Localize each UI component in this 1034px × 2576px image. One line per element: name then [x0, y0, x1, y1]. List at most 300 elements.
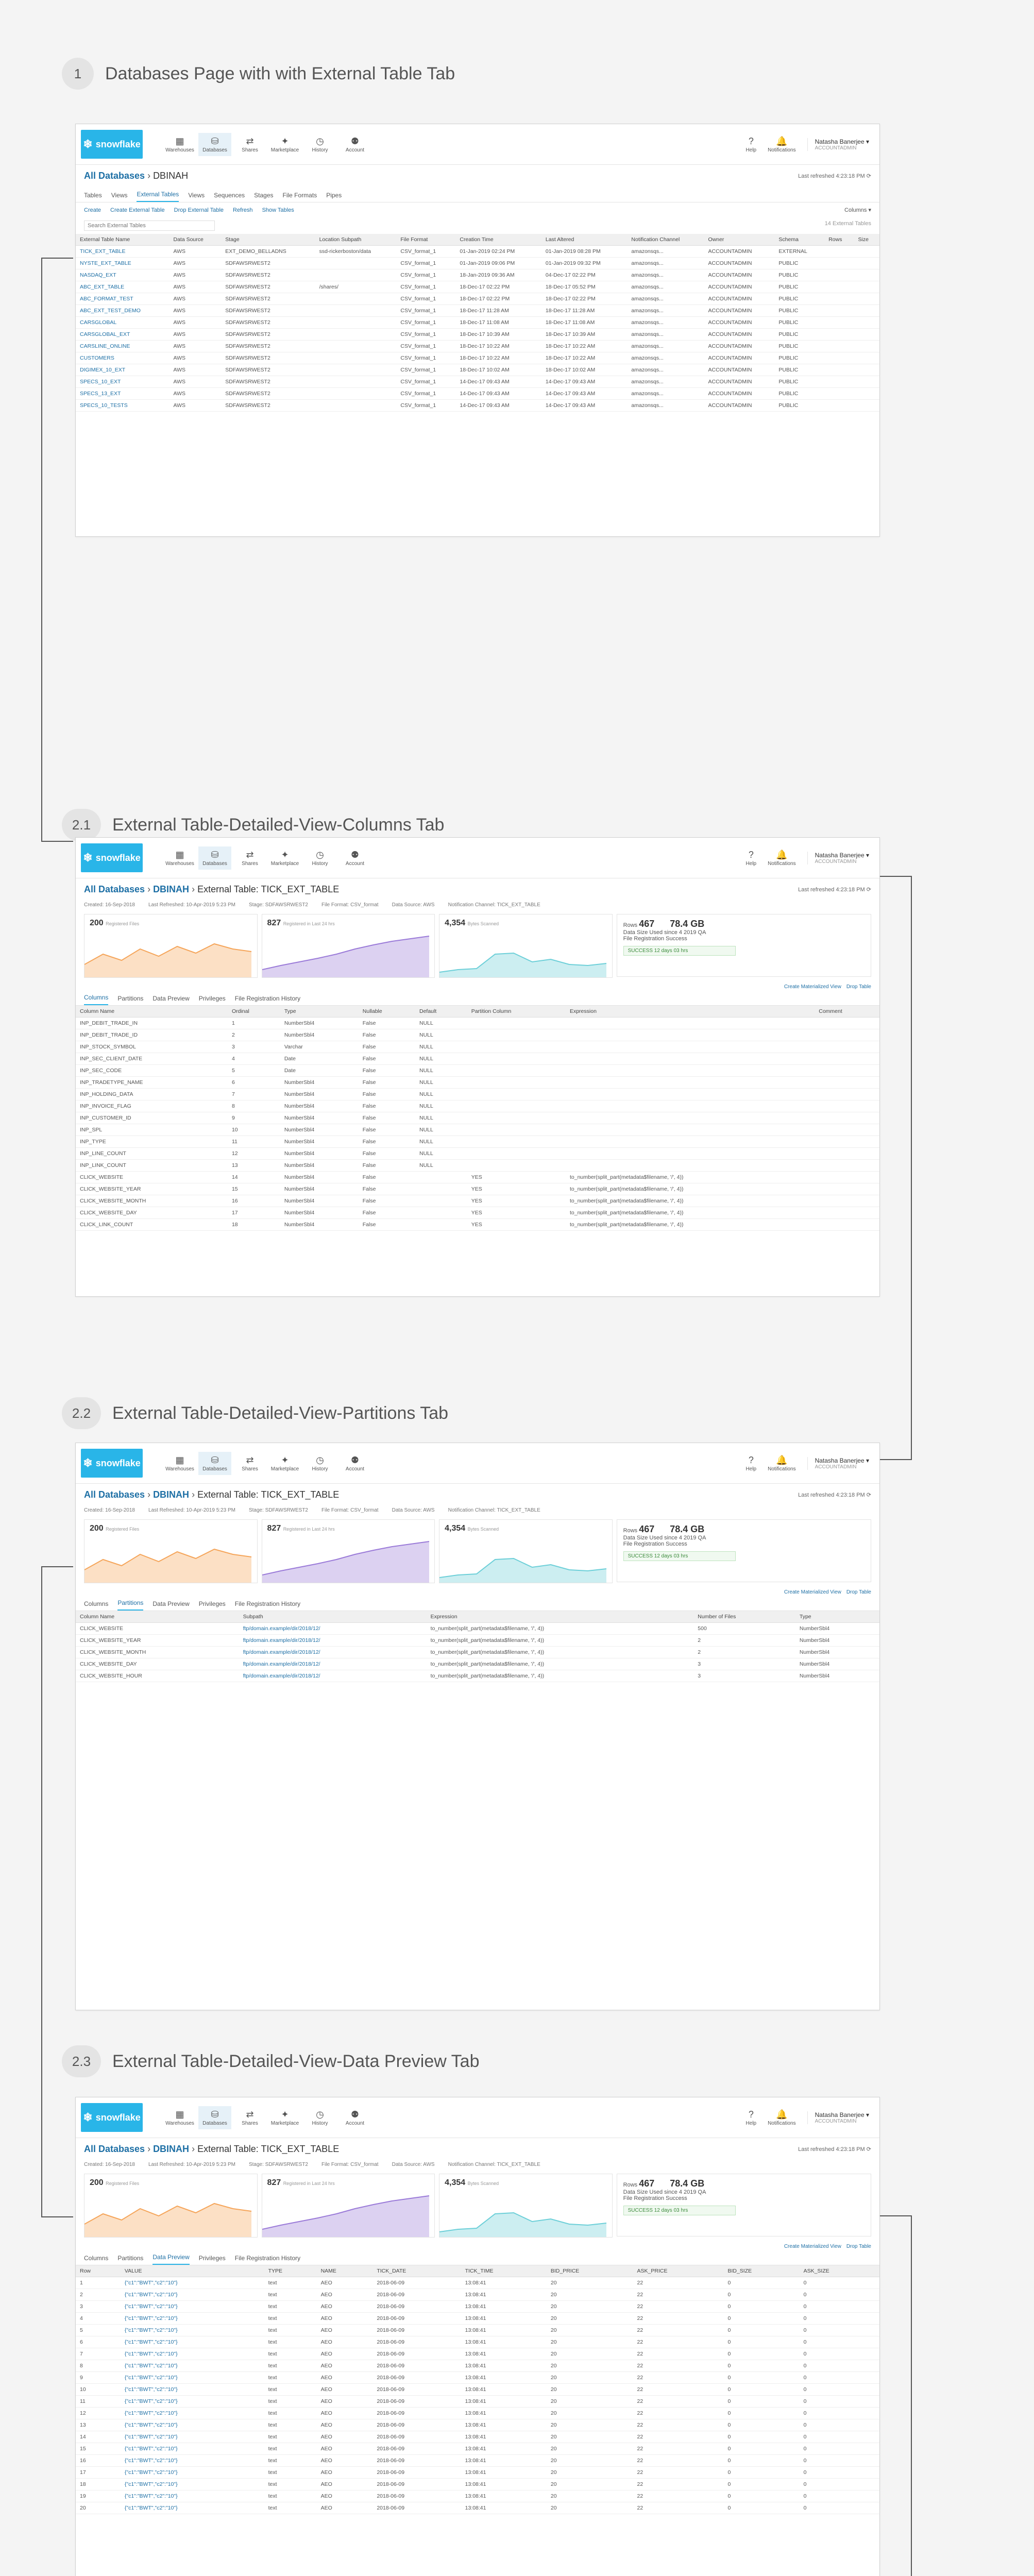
help-button[interactable]	[746, 2109, 757, 2126]
column-header[interactable]: Column Name	[76, 1006, 228, 1018]
tab-columns[interactable]: Columns	[84, 2255, 109, 2262]
table-cell: 18-Dec-17 05:52 PM	[541, 281, 628, 293]
table-row[interactable]	[76, 2289, 879, 2301]
table-cell[interactable]: {"c1":"BWT","c2":"10"}	[121, 2396, 264, 2408]
table-row[interactable]	[76, 2431, 879, 2443]
section-number: 2.3	[62, 2045, 101, 2077]
table-row[interactable]	[76, 1207, 879, 1219]
table-row[interactable]	[76, 341, 879, 352]
column-header[interactable]: Stage	[221, 234, 315, 246]
nav-label: Account	[345, 2120, 365, 2126]
column-header[interactable]: Ordinal	[228, 1006, 280, 1018]
table-cell[interactable]: ABC_EXT_TEST_DEMO	[76, 305, 169, 317]
table-cell[interactable]: {"c1":"BWT","c2":"10"}	[121, 2502, 264, 2514]
table-cell: AEO	[317, 2419, 373, 2431]
table-row[interactable]	[76, 352, 879, 364]
sparkline-chart	[84, 934, 255, 977]
nav-marketplace[interactable]	[268, 1452, 301, 1475]
table-cell: 20	[547, 2384, 633, 2396]
toolbar-action[interactable]: Create External Table	[110, 207, 165, 213]
action-drop-table[interactable]: Drop Table	[846, 984, 871, 990]
table-cell[interactable]: {"c1":"BWT","c2":"10"}	[121, 2360, 264, 2372]
nav-warehouses[interactable]	[163, 1452, 196, 1475]
table-row[interactable]	[76, 1100, 879, 1112]
table-cell[interactable]: {"c1":"BWT","c2":"10"}	[121, 2372, 264, 2384]
table-cell: False	[359, 1172, 415, 1183]
tab-item[interactable]: Sequences	[214, 192, 245, 199]
table-row[interactable]	[76, 293, 879, 305]
table-row[interactable]	[76, 2396, 879, 2408]
db-tabs	[76, 187, 879, 202]
column-header[interactable]: ASK_SIZE	[800, 2265, 879, 2277]
table-row[interactable]	[76, 2372, 879, 2384]
column-header[interactable]: TICK_DATE	[372, 2265, 461, 2277]
table-row[interactable]	[76, 1160, 879, 1172]
column-header[interactable]: Type	[795, 1611, 879, 1623]
table-cell[interactable]: ABC_EXT_TABLE	[76, 281, 169, 293]
nav-shares[interactable]	[233, 133, 266, 156]
table-cell: NULL	[415, 1041, 467, 1053]
user-menu[interactable]	[807, 1457, 869, 1470]
tab-partitions[interactable]: Partitions	[117, 1599, 143, 1611]
table-cell[interactable]: ftp/domain.example/dir/2018/12/	[239, 1658, 427, 1670]
nav-marketplace[interactable]	[268, 133, 301, 156]
table-cell[interactable]: SPECS_10_EXT	[76, 376, 169, 388]
tab-item[interactable]: File Formats	[282, 192, 317, 199]
table-row[interactable]	[76, 2277, 879, 2289]
table-cell[interactable]: DIGIMEX_10_EXT	[76, 364, 169, 376]
table-row[interactable]	[76, 1148, 879, 1160]
column-header[interactable]: Type	[280, 1006, 359, 1018]
nav-history[interactable]	[303, 2106, 336, 2129]
nav-databases[interactable]	[198, 2106, 231, 2129]
columns-toggle[interactable]: Columns ▾	[844, 207, 871, 213]
table-cell: amazonsqs...	[627, 364, 704, 376]
table-cell: CSV_format_1	[396, 388, 455, 400]
refresh-icon[interactable]: ⟳	[866, 886, 871, 893]
table-row[interactable]	[76, 1077, 879, 1089]
column-header[interactable]: Expression	[566, 1006, 815, 1018]
nav-shares[interactable]	[233, 846, 266, 870]
table-cell[interactable]: {"c1":"BWT","c2":"10"}	[121, 2479, 264, 2490]
table-cell[interactable]: ftp/domain.example/dir/2018/12/	[239, 1623, 427, 1635]
screen-frame	[75, 1443, 880, 2010]
table-row[interactable]	[76, 2467, 879, 2479]
table-row[interactable]	[76, 1658, 879, 1670]
column-header[interactable]: Comment	[815, 1006, 879, 1018]
column-header[interactable]: Size	[854, 234, 880, 246]
tab-item[interactable]: Stages	[254, 192, 274, 199]
table-row[interactable]	[76, 2479, 879, 2490]
tab-file-registration-history[interactable]: File Registration History	[234, 2255, 301, 2262]
tab-data-preview[interactable]: Data Preview	[152, 1600, 190, 1607]
refresh-icon[interactable]: ⟳	[866, 2146, 871, 2153]
help-icon: ?	[748, 849, 754, 860]
table-row[interactable]	[76, 2443, 879, 2455]
table-row[interactable]	[76, 1172, 879, 1183]
column-header[interactable]: Nullable	[359, 1006, 415, 1018]
meta-item: Data Source: AWS	[392, 902, 435, 908]
table-row[interactable]	[76, 2419, 879, 2431]
column-header[interactable]: Column Name	[76, 1611, 239, 1623]
toolbar-action[interactable]: Refresh	[233, 207, 253, 213]
table-cell[interactable]: TICK_EXT_TABLE	[76, 246, 169, 258]
nav-warehouses[interactable]	[163, 846, 196, 870]
table-cell: 5	[228, 1065, 280, 1077]
table-cell[interactable]: {"c1":"BWT","c2":"10"}	[121, 2289, 264, 2301]
table-cell: NumberSbl4	[280, 1195, 359, 1207]
marketplace-icon: ✦	[281, 849, 289, 860]
table-cell[interactable]: {"c1":"BWT","c2":"10"}	[121, 2443, 264, 2455]
nav-history[interactable]	[303, 1452, 336, 1475]
nav-shares[interactable]	[233, 1452, 266, 1475]
tab-partitions[interactable]: Partitions	[117, 2255, 144, 2262]
table-row[interactable]	[76, 1647, 879, 1658]
table-cell[interactable]: NASDAQ_EXT	[76, 269, 169, 281]
table-cell: text	[264, 2467, 317, 2479]
table-row[interactable]	[76, 258, 879, 269]
table-cell: 6	[76, 2336, 121, 2348]
snowflake-logo[interactable]	[81, 130, 143, 159]
tab-item[interactable]: Views	[111, 192, 128, 199]
breadcrumb-item: External Table: TICK_EXT_TABLE	[197, 1489, 340, 1500]
table-row[interactable]	[76, 269, 879, 281]
table-row[interactable]	[76, 1183, 879, 1195]
column-header[interactable]: Data Source	[169, 234, 221, 246]
nav-databases[interactable]	[198, 1452, 231, 1475]
column-header[interactable]: BID_SIZE	[723, 2265, 799, 2277]
table-row[interactable]	[76, 2490, 879, 2502]
tab-item[interactable]: Pipes	[326, 192, 342, 199]
snowflake-logo[interactable]	[81, 2103, 143, 2132]
table-row[interactable]	[76, 1219, 879, 1231]
table-cell[interactable]: CARSGLOBAL	[76, 317, 169, 329]
table-cell[interactable]: SPECS_13_EXT	[76, 388, 169, 400]
table-row[interactable]	[76, 1018, 879, 1029]
table-cell: 14-Dec-17 09:43 AM	[541, 388, 628, 400]
summary-row	[623, 929, 865, 936]
table-cell: 0	[723, 2384, 799, 2396]
column-header[interactable]: Partition Column	[467, 1006, 566, 1018]
table-cell[interactable]: {"c1":"BWT","c2":"10"}	[121, 2348, 264, 2360]
table-cell: 2018-06-09	[372, 2467, 461, 2479]
table-row[interactable]	[76, 2408, 879, 2419]
stat-cards	[76, 1515, 879, 1587]
table-cell: INP_DEBIT_TRADE_IN	[76, 1018, 228, 1029]
table-row[interactable]	[76, 1065, 879, 1077]
column-header[interactable]: TYPE	[264, 2265, 317, 2277]
tab-file-registration-history[interactable]: File Registration History	[234, 995, 301, 1002]
table-row[interactable]	[76, 2336, 879, 2348]
table-cell: text	[264, 2348, 317, 2360]
detail-tabs	[76, 1595, 879, 1611]
nav-history[interactable]	[303, 133, 336, 156]
rows-value: 467	[639, 919, 655, 929]
table-row[interactable]	[76, 364, 879, 376]
nav-label: Warehouses	[165, 2120, 194, 2126]
column-header[interactable]: BID_PRICE	[547, 2265, 633, 2277]
table-row[interactable]	[76, 2313, 879, 2325]
table-cell: AEO	[317, 2360, 373, 2372]
tab-privileges[interactable]: Privileges	[198, 2255, 226, 2262]
nav-account[interactable]	[338, 846, 371, 870]
table-cell: 2018-06-09	[372, 2490, 461, 2502]
nav-warehouses[interactable]	[163, 133, 196, 156]
stat-label: Bytes Scanned	[467, 921, 499, 926]
section-heading	[62, 2045, 479, 2077]
table-cell: NumberSbl4	[280, 1207, 359, 1219]
table-row[interactable]	[76, 1112, 879, 1124]
tab-item[interactable]: Tables	[84, 192, 102, 199]
table-row[interactable]	[76, 1136, 879, 1148]
breadcrumb-item[interactable]: All Databases	[84, 884, 145, 894]
nav-history[interactable]	[303, 846, 336, 870]
snowflake-icon: ❄	[83, 1456, 93, 1469]
nav-databases[interactable]	[198, 846, 231, 870]
table-cell: PUBLIC	[774, 388, 824, 400]
tab-file-registration-history[interactable]: File Registration History	[234, 1600, 301, 1607]
table-cell: NULL	[415, 1077, 467, 1089]
user-menu[interactable]	[807, 138, 869, 151]
nav-account[interactable]	[338, 1452, 371, 1475]
table-cell[interactable]: {"c1":"BWT","c2":"10"}	[121, 2408, 264, 2419]
table-row[interactable]	[76, 1635, 879, 1647]
table-cell: 22	[633, 2348, 724, 2360]
table-cell: 2018-06-09	[372, 2479, 461, 2490]
snowflake-logo[interactable]	[81, 843, 143, 872]
notifications-button[interactable]	[768, 136, 795, 153]
table-cell	[815, 1065, 879, 1077]
table-row[interactable]	[76, 329, 879, 341]
table-cell[interactable]: {"c1":"BWT","c2":"10"}	[121, 2431, 264, 2443]
table-row[interactable]	[76, 2348, 879, 2360]
help-button[interactable]	[746, 850, 757, 867]
table-row[interactable]	[76, 400, 879, 412]
column-header[interactable]: Row	[76, 2265, 121, 2277]
tab-data-preview[interactable]: Data Preview	[152, 995, 190, 1002]
table-cell	[566, 1089, 815, 1100]
table-cell: PUBLIC	[774, 341, 824, 352]
stat-value: 4,354 Bytes Scanned	[445, 1524, 499, 1533]
table-cell: NumberSbl4	[280, 1100, 359, 1112]
nav-label: Account	[345, 1466, 365, 1472]
table-row[interactable]	[76, 2325, 879, 2336]
breadcrumb-item[interactable]: DBINAH	[153, 1489, 190, 1500]
table-cell[interactable]: {"c1":"BWT","c2":"10"}	[121, 2384, 264, 2396]
table-cell: 0	[723, 2360, 799, 2372]
nav-account[interactable]	[338, 133, 371, 156]
tab-columns[interactable]: Columns	[84, 1600, 109, 1607]
action-drop-table[interactable]: Drop Table	[846, 1589, 871, 1595]
table-cell: NumberSbl4	[795, 1658, 879, 1670]
table-cell[interactable]: {"c1":"BWT","c2":"10"}	[121, 2277, 264, 2289]
column-header[interactable]: Last Altered	[541, 234, 628, 246]
registration-status[interactable]: SUCCESS 12 days 03 hrs	[623, 2206, 736, 2215]
table-cell[interactable]: ftp/domain.example/dir/2018/12/	[239, 1647, 427, 1658]
tab-item[interactable]: External Tables	[137, 191, 179, 202]
column-header[interactable]: Location Subpath	[315, 234, 397, 246]
table-row[interactable]	[76, 2384, 879, 2396]
table-cell[interactable]: NYSTE_EXT_TABLE	[76, 258, 169, 269]
toolbar-action[interactable]: Show Tables	[262, 207, 294, 213]
nav-marketplace[interactable]	[268, 2106, 301, 2129]
table-cell: NumberSbl4	[280, 1148, 359, 1160]
table-cell: CLICK_WEBSITE_MONTH	[76, 1195, 228, 1207]
table-row[interactable]	[76, 2360, 879, 2372]
column-header[interactable]: Creation Time	[455, 234, 541, 246]
table-cell[interactable]: CARSGLOBAL_EXT	[76, 329, 169, 341]
tab-partitions[interactable]: Partitions	[117, 995, 144, 1002]
table-cell: AEO	[317, 2384, 373, 2396]
notifications-button[interactable]	[768, 1455, 795, 1472]
registration-status[interactable]: SUCCESS 12 days 03 hrs	[623, 946, 736, 956]
breadcrumb-item[interactable]: All Databases	[84, 170, 145, 181]
table-cell[interactable]: {"c1":"BWT","c2":"10"}	[121, 2336, 264, 2348]
refresh-icon[interactable]: ⟳	[866, 1492, 871, 1498]
tab-item[interactable]: Views	[188, 192, 205, 199]
help-button[interactable]	[746, 1455, 757, 1472]
breadcrumb-item[interactable]: DBINAH	[153, 2143, 190, 2154]
nav-account[interactable]	[338, 2106, 371, 2129]
table-cell[interactable]: {"c1":"BWT","c2":"10"}	[121, 2313, 264, 2325]
breadcrumb-item[interactable]: All Databases	[84, 1489, 145, 1500]
table-cell: 0	[723, 2396, 799, 2408]
table-row[interactable]	[76, 317, 879, 329]
user-menu[interactable]	[807, 2111, 869, 2124]
toolbar-action[interactable]: Create	[84, 207, 101, 213]
refresh-icon[interactable]: ⟳	[866, 173, 871, 179]
table-cell: 16	[76, 2455, 121, 2467]
data-size-sub: Used since 4 2019 QA	[649, 929, 706, 936]
bell-icon: 🔔	[776, 1454, 788, 1465]
column-header[interactable]: Notification Channel	[627, 234, 704, 246]
tab-columns[interactable]: Columns	[84, 994, 108, 1005]
column-header[interactable]: ASK_PRICE	[633, 2265, 724, 2277]
notifications-button[interactable]	[768, 2109, 795, 2126]
table-cell	[854, 258, 880, 269]
column-header[interactable]: VALUE	[121, 2265, 264, 2277]
tab-data-preview[interactable]: Data Preview	[152, 2253, 189, 2265]
toolbar-action[interactable]: Drop External Table	[174, 207, 224, 213]
table-cell: text	[264, 2455, 317, 2467]
table-row[interactable]	[76, 1041, 879, 1053]
table-cell: 20	[547, 2431, 633, 2443]
breadcrumb-item[interactable]: DBINAH	[153, 884, 190, 894]
table-row[interactable]	[76, 2502, 879, 2514]
table-cell[interactable]: CUSTOMERS	[76, 352, 169, 364]
table-cell: ACCOUNTADMIN	[704, 388, 775, 400]
tab-privileges[interactable]: Privileges	[198, 1600, 226, 1607]
registration-label: File Registration Success	[623, 1541, 687, 1547]
table-cell	[467, 1053, 566, 1065]
table-row[interactable]	[76, 1124, 879, 1136]
table-cell[interactable]: SPECS_10_TESTS	[76, 400, 169, 412]
table-row[interactable]	[76, 376, 879, 388]
column-header[interactable]: Owner	[704, 234, 775, 246]
search-input[interactable]	[84, 221, 215, 231]
table-cell	[467, 1136, 566, 1148]
table-cell[interactable]: {"c1":"BWT","c2":"10"}	[121, 2301, 264, 2313]
table-row[interactable]	[76, 2455, 879, 2467]
nav-shares[interactable]	[233, 2106, 266, 2129]
column-header[interactable]: File Format	[396, 234, 455, 246]
table-row[interactable]	[76, 1089, 879, 1100]
table-cell: 20	[547, 2348, 633, 2360]
table-row[interactable]	[76, 281, 879, 293]
table-cell: 13:08:41	[461, 2325, 547, 2336]
user-name: Natasha Banerjee ▾	[815, 138, 869, 145]
table-row[interactable]	[76, 1195, 879, 1207]
table-cell: 10	[228, 1124, 280, 1136]
action-create-materialized-view[interactable]: Create Materialized View	[784, 2244, 841, 2249]
table-row[interactable]	[76, 246, 879, 258]
table-cell[interactable]: CARSLINE_ONLINE	[76, 341, 169, 352]
snowflake-logo[interactable]	[81, 1449, 143, 1478]
column-header[interactable]: TICK_TIME	[461, 2265, 547, 2277]
help-button[interactable]	[746, 136, 757, 153]
table-cell[interactable]: {"c1":"BWT","c2":"10"}	[121, 2455, 264, 2467]
breadcrumb-item[interactable]: All Databases	[84, 2143, 145, 2154]
table-row[interactable]	[76, 1623, 879, 1635]
column-header[interactable]: Schema	[774, 234, 824, 246]
column-header[interactable]: NAME	[317, 2265, 373, 2277]
table-row[interactable]	[76, 305, 879, 317]
table-cell[interactable]: {"c1":"BWT","c2":"10"}	[121, 2419, 264, 2431]
user-menu[interactable]	[807, 852, 869, 865]
table-cell	[854, 281, 880, 293]
table-cell[interactable]: {"c1":"BWT","c2":"10"}	[121, 2467, 264, 2479]
table-cell[interactable]: ftp/domain.example/dir/2018/12/	[239, 1635, 427, 1647]
table-cell: PUBLIC	[774, 281, 824, 293]
table-cell	[315, 376, 397, 388]
column-header[interactable]: External Table Name	[76, 234, 169, 246]
table-cell: 11	[76, 2396, 121, 2408]
table-cell: 2018-06-09	[372, 2455, 461, 2467]
column-header[interactable]: Default	[415, 1006, 467, 1018]
registration-status[interactable]: SUCCESS 12 days 03 hrs	[623, 1551, 736, 1561]
column-header[interactable]: Subpath	[239, 1611, 427, 1623]
summary-row	[623, 2178, 865, 2189]
nav-databases[interactable]	[198, 133, 231, 156]
column-header[interactable]: Expression	[427, 1611, 694, 1623]
nav-icons	[163, 846, 371, 870]
table-cell[interactable]: {"c1":"BWT","c2":"10"}	[121, 2490, 264, 2502]
table-row[interactable]	[76, 2301, 879, 2313]
action-create-materialized-view[interactable]: Create Materialized View	[784, 1589, 841, 1595]
table-row[interactable]	[76, 1670, 879, 1682]
table-cell: PUBLIC	[774, 329, 824, 341]
table-cell: 9	[76, 2372, 121, 2384]
table-row[interactable]	[76, 1029, 879, 1041]
table-cell[interactable]: ftp/domain.example/dir/2018/12/	[239, 1670, 427, 1682]
tab-privileges[interactable]: Privileges	[198, 995, 226, 1002]
nav-warehouses[interactable]	[163, 2106, 196, 2129]
action-create-materialized-view[interactable]: Create Materialized View	[784, 984, 841, 990]
table-cell: SDFAWSRWEST2	[221, 329, 315, 341]
user-name: Natasha Banerjee ▾	[815, 2111, 869, 2119]
column-header[interactable]: Rows	[824, 234, 854, 246]
table-cell: 2018-06-09	[372, 2502, 461, 2514]
table-cell[interactable]: ABC_FORMAT_TEST	[76, 293, 169, 305]
table-cell: amazonsqs...	[627, 352, 704, 364]
action-drop-table[interactable]: Drop Table	[846, 2244, 871, 2249]
nav-marketplace[interactable]	[268, 846, 301, 870]
column-header[interactable]: Number of Files	[693, 1611, 795, 1623]
notifications-button[interactable]	[768, 850, 795, 867]
table-cell[interactable]: {"c1":"BWT","c2":"10"}	[121, 2325, 264, 2336]
table-row[interactable]	[76, 388, 879, 400]
table-row[interactable]	[76, 1053, 879, 1065]
